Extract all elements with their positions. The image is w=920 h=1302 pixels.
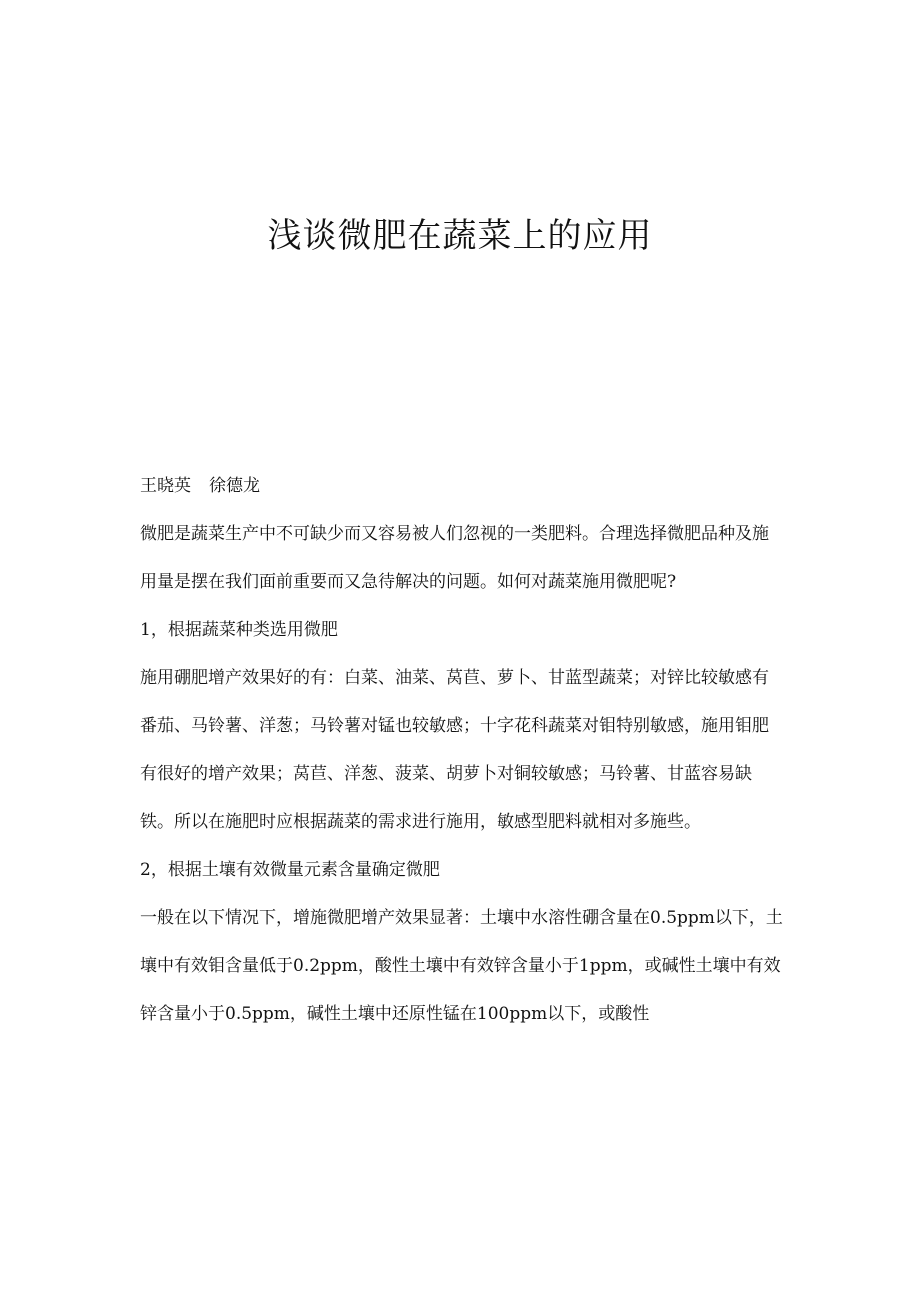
document-body bbox=[140, 462, 785, 1038]
intro-paragraph: 微肥是蔬菜生产中不可缺少而又容易被人们忽视的一类肥料。合理选择微肥品种及施用量是摆在我们面前重要而又急待解决的问题。如何对蔬菜施用微肥呢? bbox=[140, 524, 769, 592]
document-title: 浅谈微肥在蔬菜上的应用 bbox=[267, 216, 653, 256]
body-paragraph: 一般在以下情况下，增施微肥增产效果显著：土壤中水溶性硼含量在0.5ppm以下，土壤中有效钼含量低于0.2ppm，酸性土壤中有效锌含量小于1ppm，或碱性土壤中有效锌含量小于0.5ppm，碱性土壤中还原性锰在100ppm以下，或酸性 bbox=[140, 908, 783, 1024]
body-paragraph: 施用硼肥增产效果好的有：白菜、油菜、莴苣、萝卜、甘蓝型蔬菜；对锌比较敏感有番茄、马铃薯、洋葱；马铃薯对锰也较敏感；十字花科蔬菜对钼特别敏感，施用钼肥有很好的增产效果；莴苣、洋葱、菠菜、胡萝卜对铜较敏感；马铃薯、甘蓝容易缺铁。所以在施肥时应根据蔬菜的需求进行施用，敏感型肥料就相对多施些。 bbox=[140, 668, 769, 832]
section-heading: 2，根据土壤有效微量元素含量确定微肥 bbox=[140, 860, 440, 880]
section-heading: 1，根据蔬菜种类选用微肥 bbox=[140, 620, 338, 640]
author-name: 徐德龙 bbox=[209, 476, 260, 496]
author-line bbox=[140, 462, 785, 510]
author-name: 王晓英 bbox=[140, 476, 191, 496]
